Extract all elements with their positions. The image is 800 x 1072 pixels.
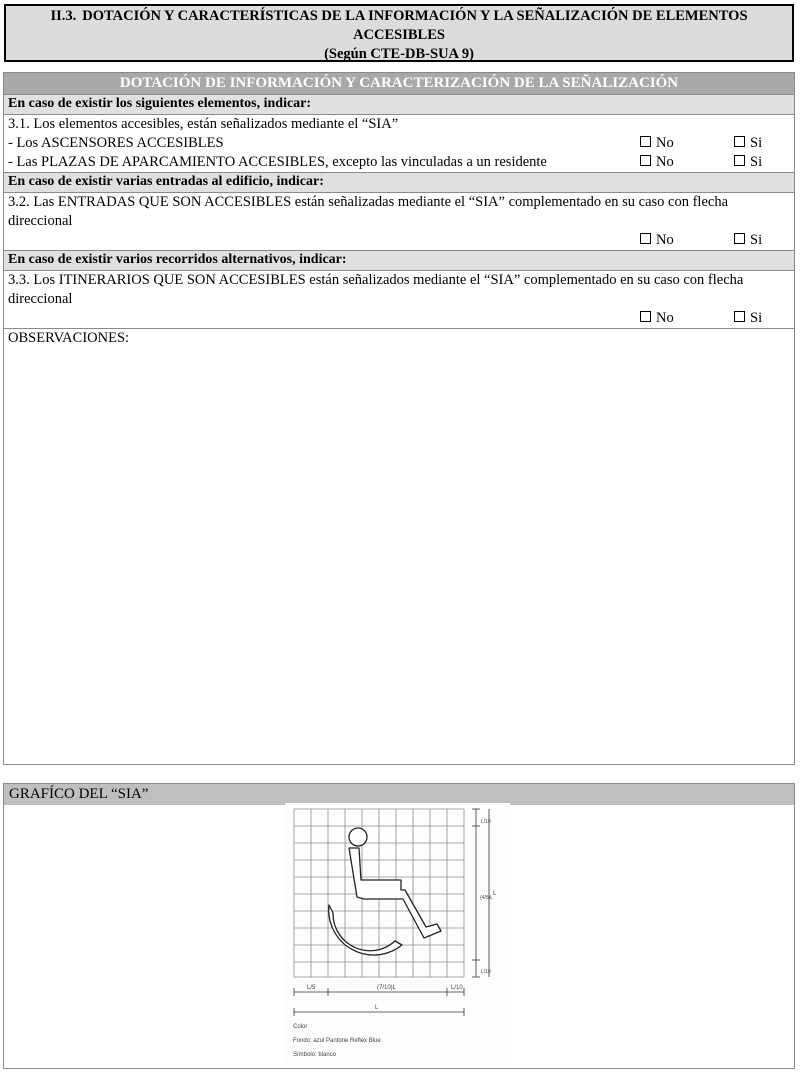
dim-l-label: L (375, 1005, 379, 1011)
item-3-1-intro: 3.1. Los elementos accesibles, están señalizados mediante el “SIA” (8, 116, 399, 132)
sia-symbol-drawing (285, 803, 510, 1065)
dim-middle-label: (7/10)L (377, 985, 397, 991)
section-title-line1: II.3. DOTACIÓN Y CARACTERÍSTICAS DE LA INFORMACIÓN Y LA SEÑALIZACIÓN DE ELEMENTOS (50, 8, 748, 24)
checkbox-square-icon (640, 311, 651, 322)
dim-right-bottom-label: L/10 (481, 969, 491, 975)
table-title: DOTACIÓN DE INFORMACIÓN Y CARACTERIZACIÓN DE LA SEÑALIZACIÓN (4, 73, 794, 94)
checkbox-square-icon (640, 233, 651, 244)
dim-right-top-label: L/10 (481, 819, 491, 825)
entradas-no-checkbox[interactable]: No (640, 231, 674, 250)
dim-l10-label: L/10 (451, 985, 463, 991)
row-entradas (4, 231, 794, 250)
item-3-2-text: 3.2. Las ENTRADAS QUE SON ACCESIBLES están señalizadas mediante el “SIA” complementado en su caso con flecha direccional (8, 194, 729, 229)
plazas-si-checkbox[interactable]: Si (734, 153, 762, 172)
row-itinerarios (4, 309, 794, 328)
section-heading-3-1: En caso de existir los siguientes elementos, indicar: (4, 94, 794, 115)
dim-l5-label: L/5 (307, 985, 316, 991)
item-3-3-text: 3.3. Los ITINERARIOS QUE SON ACCESIBLES están señalizados mediante el “SIA” complementado en su caso con flecha direccional (8, 272, 744, 307)
row-ascensores-label: - Los ASCENSORES ACCESIBLES (8, 135, 224, 151)
section-heading-3-2: En caso de existir varias entradas al edificio, indicar: (4, 172, 794, 193)
sia-graphic-title: GRAFÍCO DEL “SIA” (4, 784, 794, 805)
checkbox-square-icon (640, 155, 651, 166)
observaciones-field[interactable] (4, 328, 794, 348)
section-heading-3-3: En caso de existir varios recorridos alternativos, indicar: (4, 250, 794, 271)
ascensores-no-checkbox[interactable]: No (640, 134, 674, 153)
section-subtitle: (Según CTE-DB-SUA 9) (324, 46, 474, 62)
checkbox-square-icon (734, 155, 745, 166)
checkbox-square-icon (734, 233, 745, 244)
checkbox-square-icon (734, 136, 745, 147)
itinerarios-si-checkbox[interactable]: Si (734, 309, 762, 328)
row-plazas (4, 153, 794, 172)
itinerarios-no-checkbox[interactable]: No (640, 309, 674, 328)
row-plazas-label: - Las PLAZAS DE APARCAMIENTO ACCESIBLES, excepto las vinculadas a un residente (8, 154, 547, 170)
section-number: II.3. (50, 8, 77, 24)
ascensores-si-checkbox[interactable]: Si (734, 134, 762, 153)
dim-right-l-label: L (493, 891, 497, 897)
dim-right-mid-label: (4/5)L (480, 895, 494, 901)
checkbox-square-icon (734, 311, 745, 322)
entradas-si-checkbox[interactable]: Si (734, 231, 762, 250)
signage-table (3, 72, 795, 765)
caption-color: Color (293, 1024, 308, 1030)
plazas-no-checkbox[interactable]: No (640, 153, 674, 172)
section-header (4, 4, 794, 62)
caption-simbolo: Símbolo: blanco (293, 1052, 337, 1058)
row-ascensores (4, 134, 794, 153)
checkbox-square-icon (640, 136, 651, 147)
observaciones-label: OBSERVACIONES: (8, 330, 130, 346)
section-title-line2: ACCESIBLES (353, 27, 445, 43)
caption-fondo: Fondo: azul Pantone Reflex Blue (293, 1038, 381, 1044)
